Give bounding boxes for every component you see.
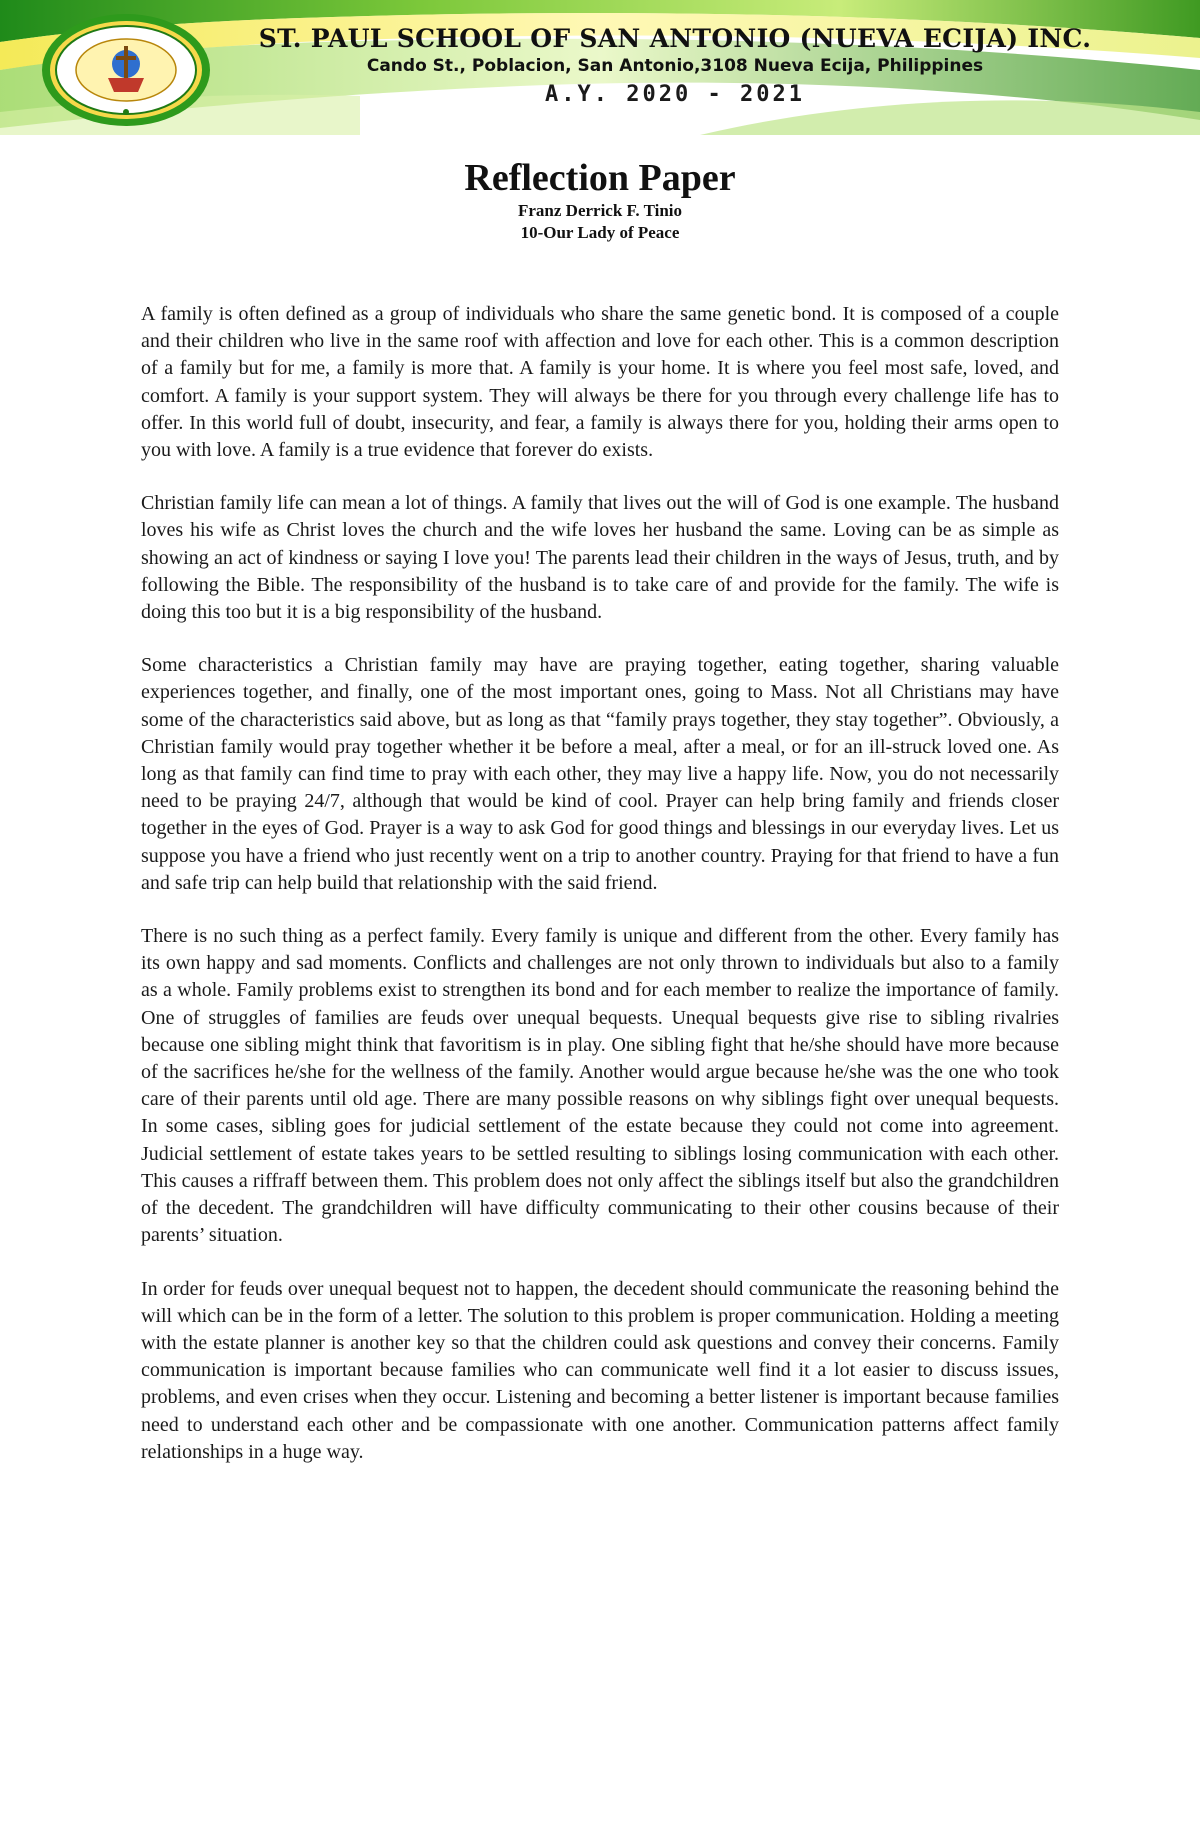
- school-address: Cando St., Poblacion, San Antonio,3108 Nueva Ecija, Philippines: [366, 56, 984, 76]
- letterhead-banner: [0, 0, 1200, 135]
- paragraph: In order for feuds over unequal bequest not to happen, the decedent should communicate the reasoning behind the will which can be in the form of a letter. The solution to this problem is proper communication. Holding a meeting with the estate planner is another key so that the children could ask questions and convey their concerns. Family communication is important because families who can communicate well find it a lot easier to discuss issues, problems, and even crises when they occur. Listening and becoming a better listener is important because families need to understand each other and be compassionate with one another. Communication patterns affect family relationships in a huge way.: [141, 1277, 1059, 1463]
- paragraph: Christian family life can mean a lot of things. A family that lives out the will of God is one example. The husband loves his wife as Christ loves the church and the wife loves her husband the same. Loving can be as simple as showing an act of kindness or saying I love you! The parents lead their children in the ways of Jesus, truth, and by following the Bible. The responsibility of the husband is to take care of and provide for the family. The wife is doing this too but it is a big responsibility of the husband.: [141, 492, 1059, 624]
- paragraph: A family is often defined as a group of individuals who share the same genetic bond. It is composed of a couple and their children who live in the same roof with affection and love for each other. This is a common description of a family but for me, a family is more that. A family is your home. It is where you feel most safe, loved, and comfort. A family is your support system. They will always be there for you through every challenge life has to offer. In this world full of doubt, insecurity, and fear, a family is always there for you, holding their arms open to you with love. A family is a true evidence that forever do exists.: [141, 303, 1059, 462]
- document-title: Reflection Paper: [464, 157, 736, 199]
- school-seal-icon: [40, 12, 212, 128]
- paragraph: Some characteristics a Christian family may have are praying together, eating together, sharing valuable experiences together, and finally, one of the most important ones, going to Mass. Not all Christians may have some of the characteristics said above, but as long as that “family prays together, they stay together”. Obviously, a Christian family would pray together whether it be before a meal, after a meal, or for an ill-struck loved one. As long as that family can find time to pray with each other, they may live a happy life. Now, you do not necessarily need to be praying 24/7, although that would be kind of cool. Prayer can help bring family and friends closer together in the eyes of God. Prayer is a way to ask God for good things and blessings in our everyday lives. Let us suppose you have a friend who just recently went on a trip to another country. Praying for that friend to have a fun and safe trip can help build that relationship with the said friend.: [141, 654, 1059, 894]
- author-name: Franz Derrick F. Tinio: [517, 201, 682, 220]
- paragraph: There is no such thing as a perfect family. Every family is unique and different from the other. Every family has its own happy and sad moments. Conflicts and challenges are not only thrown to individuals but also to a family as a whole. Family problems exist to strengthen its bond and for each member to realize the importance of family. One of struggles of families are feuds over unequal bequests. Unequal bequests give rise to sibling rivalries because one sibling might think that favoritism is in play. One sibling fight that he/she should have more because of the sacrifices he/she for the wellness of the family. Another would argue because he/she was the one who took care of their parents until old age. There are many possible reasons on why siblings fight over unequal bequests. In some cases, sibling goes for judicial settlement of the estate because they could not come into agreement. Judicial settlement of estate takes years to be settled resulting to siblings losing communication with each other. This causes a riffraff between them. This problem does not only affect the siblings itself but also the grandchildren of the decedent. The grandchildren will have difficulty communicating to their other cousins because of their parents’ situation.: [141, 925, 1059, 1247]
- school-year: A.Y. 2020 - 2021: [545, 82, 805, 107]
- essay-body: [141, 301, 1059, 1492]
- class-section: 10-Our Lady of Peace: [520, 223, 680, 242]
- school-name: ST. PAUL SCHOOL OF SAN ANTONIO (NUEVA ECIJA) INC.: [258, 24, 1092, 53]
- title-block: [0, 156, 1200, 244]
